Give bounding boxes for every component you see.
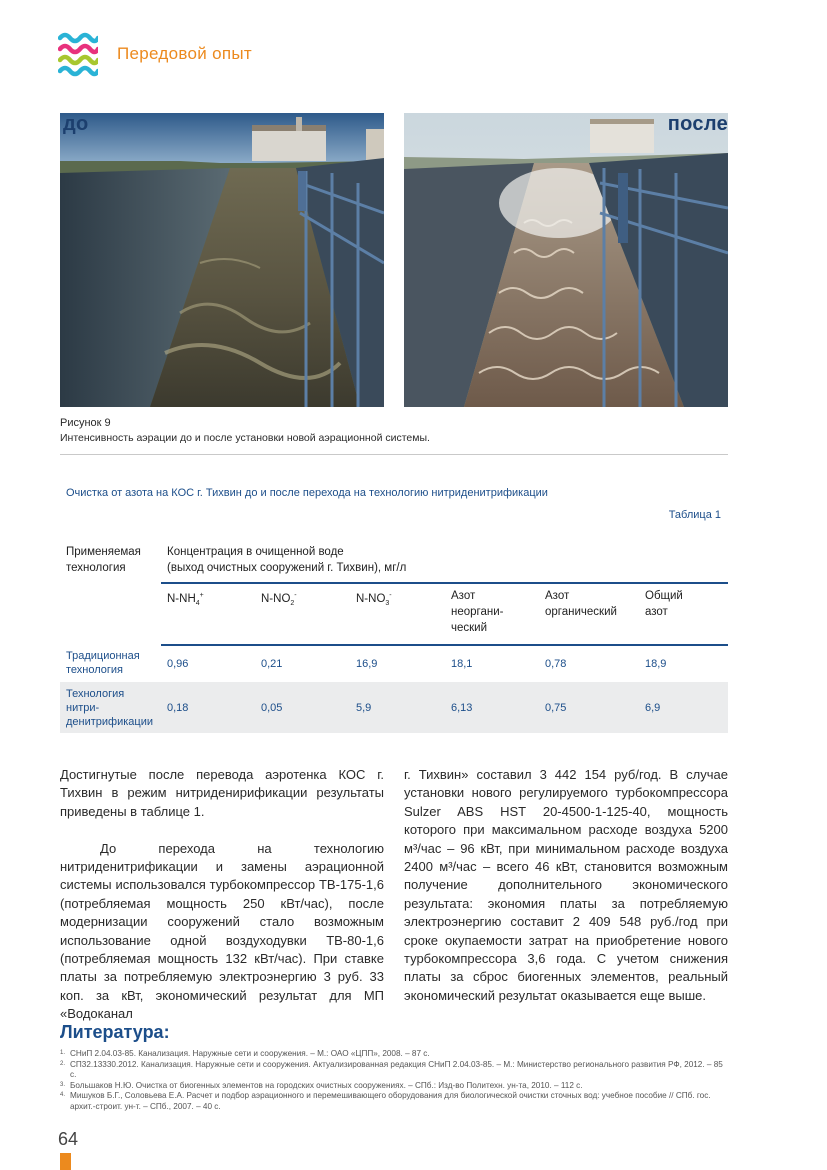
wave-logo [58,30,98,78]
reference-text: Мишуков Б.Г., Соловьева Е.А. Расчет и подбор аэрационного и перемешивающего оборудования для биологической очистки сточных вод: учебное пособие // СПб. гос. архит.-строит. ун-т. – СПб., 2007. – 40 с. [70,1091,711,1111]
reference-number: 1. [60,1050,66,1056]
header-no2: $N-NO_2^-$ [255,583,350,645]
body-column-right [404,766,728,1024]
reference-item [60,1081,728,1092]
cell-value: 0,21 [255,645,350,682]
reference-text: Большаков Н.Ю. Очистка от биогенных элементов на городских очистных сооружениях. – СПб.: Изд-во Политехн. ун-та, 2010. – 112 с. [70,1080,583,1090]
cell-value: 6,13 [445,682,539,734]
paragraph: Достигнутые после перевода аэротенка КОС г. Тихвин в режим нитриденирификации результаты приведены в таблице 1. [60,767,384,819]
cell-value: 16,9 [350,645,445,682]
cell-value: 5,9 [350,682,445,734]
body-column-left [60,766,384,1042]
table-title: Очистка от азота на КОС г. Тихвин до и после перехода на технологию нитриденитрификации [66,487,548,499]
header-no3: $N-NO_3^-$ [350,583,445,645]
section-title: Передовой опыт [117,44,252,63]
nitrogen-table [60,540,728,733]
photo-after [404,113,728,407]
page-accent-mark [60,1153,71,1170]
reference-number: 4. [60,1092,66,1099]
header-concentration [161,540,728,583]
header-nh4: $N-NH_4^+$ [161,583,255,645]
cell-value: 18,9 [639,645,728,682]
reference-text: СП32.13330.2012. Канализация. Наружные сети и сооружения. Актуализированная редакция СНиП 2.04.03-85. – М.: Министерство регионального развития РФ, 2012. – 85 с. [70,1059,723,1080]
reference-text: СНиП 2.04.03-85. Канализация. Наружные сети и сооружения. – М.: ОАО «ЦПП», 2008. – 87 с. [70,1049,430,1058]
header-technology: Применяемая технология [66,546,141,574]
cell-value: 0,05 [255,682,350,734]
figure-number: Рисунок 9 [60,417,111,429]
table-number: Таблица 1 [668,509,721,521]
reference-number: 2. [60,1060,66,1067]
before-label: до [63,113,89,135]
divider [60,454,728,455]
header-inorganic-n: Азот неоргани-ческий [445,583,539,645]
table-row [60,645,728,682]
reference-item [60,1091,728,1112]
reference-item [60,1049,728,1060]
paragraph: г. Тихвин» составил 3 442 154 руб/год. В случае установки нового регулируемого турбокомпрессора Sulzer ABS HST 20-4500-1-125-40, мощность которого при максимальном расходе воздуха 5200 м³/час – 96 кВт, при минимальном расходе воздуха 2400 м³/час – всего 46 кВт, становится возможным получение дополнительного экономического результата: экономия платы за потребляемую электроэнергию составит 2 409 548 руб./год при сроке окупаемости затрат на приобретение нового турбокомпрессора 3,6 года. С учетом снижения платы за сброс биогенных элементов, реальный экономический результат оказывается еще выше. [404,767,728,1003]
cell-value: 18,1 [445,645,539,682]
header-total-n: Общий азот [639,583,728,645]
cell-value: 6,9 [639,682,728,734]
row-technology: Технология нитри-денитрификации [60,682,161,734]
cell-value: 0,75 [539,682,639,734]
reference-number: 3. [60,1081,66,1088]
page-number: 64 [58,1129,79,1149]
header-concentration-line1: Концентрация в очищенной воде [167,546,344,558]
header-concentration-line2: (выход очистных сооружений г. Тихвин), мг/л [167,562,407,574]
table-row [60,682,728,734]
figure-caption: Интенсивность аэрации до и после установки новой аэрационной системы. [60,432,430,444]
cell-value: 0,78 [539,645,639,682]
photo-before [60,113,384,407]
header-organic-n: Азот органический [539,583,639,645]
paragraph: До перехода на технологию нитриденитрификации и замены аэрационной системы использовался турбокомпрессор ТВ-175-1,6 (потребляемая мощность 250 кВт/час), после модернизации сооружений стало возможным использование одной воздуходувки ТВ-80-1,6 (потребляемая мощность 132 кВт/час). При ставке платы за потребляемую электроэнергию 3 руб. 33 коп. за кВт, экономический результат для МП «Водоканал [60,840,384,1022]
literature-title: Литература: [60,1022,170,1042]
cell-value: 0,96 [161,645,255,682]
row-technology: Традиционная технология [60,645,161,682]
reference-list [60,1049,728,1113]
after-label: после [667,113,728,135]
cell-value: 0,18 [161,682,255,734]
reference-item [60,1060,728,1081]
